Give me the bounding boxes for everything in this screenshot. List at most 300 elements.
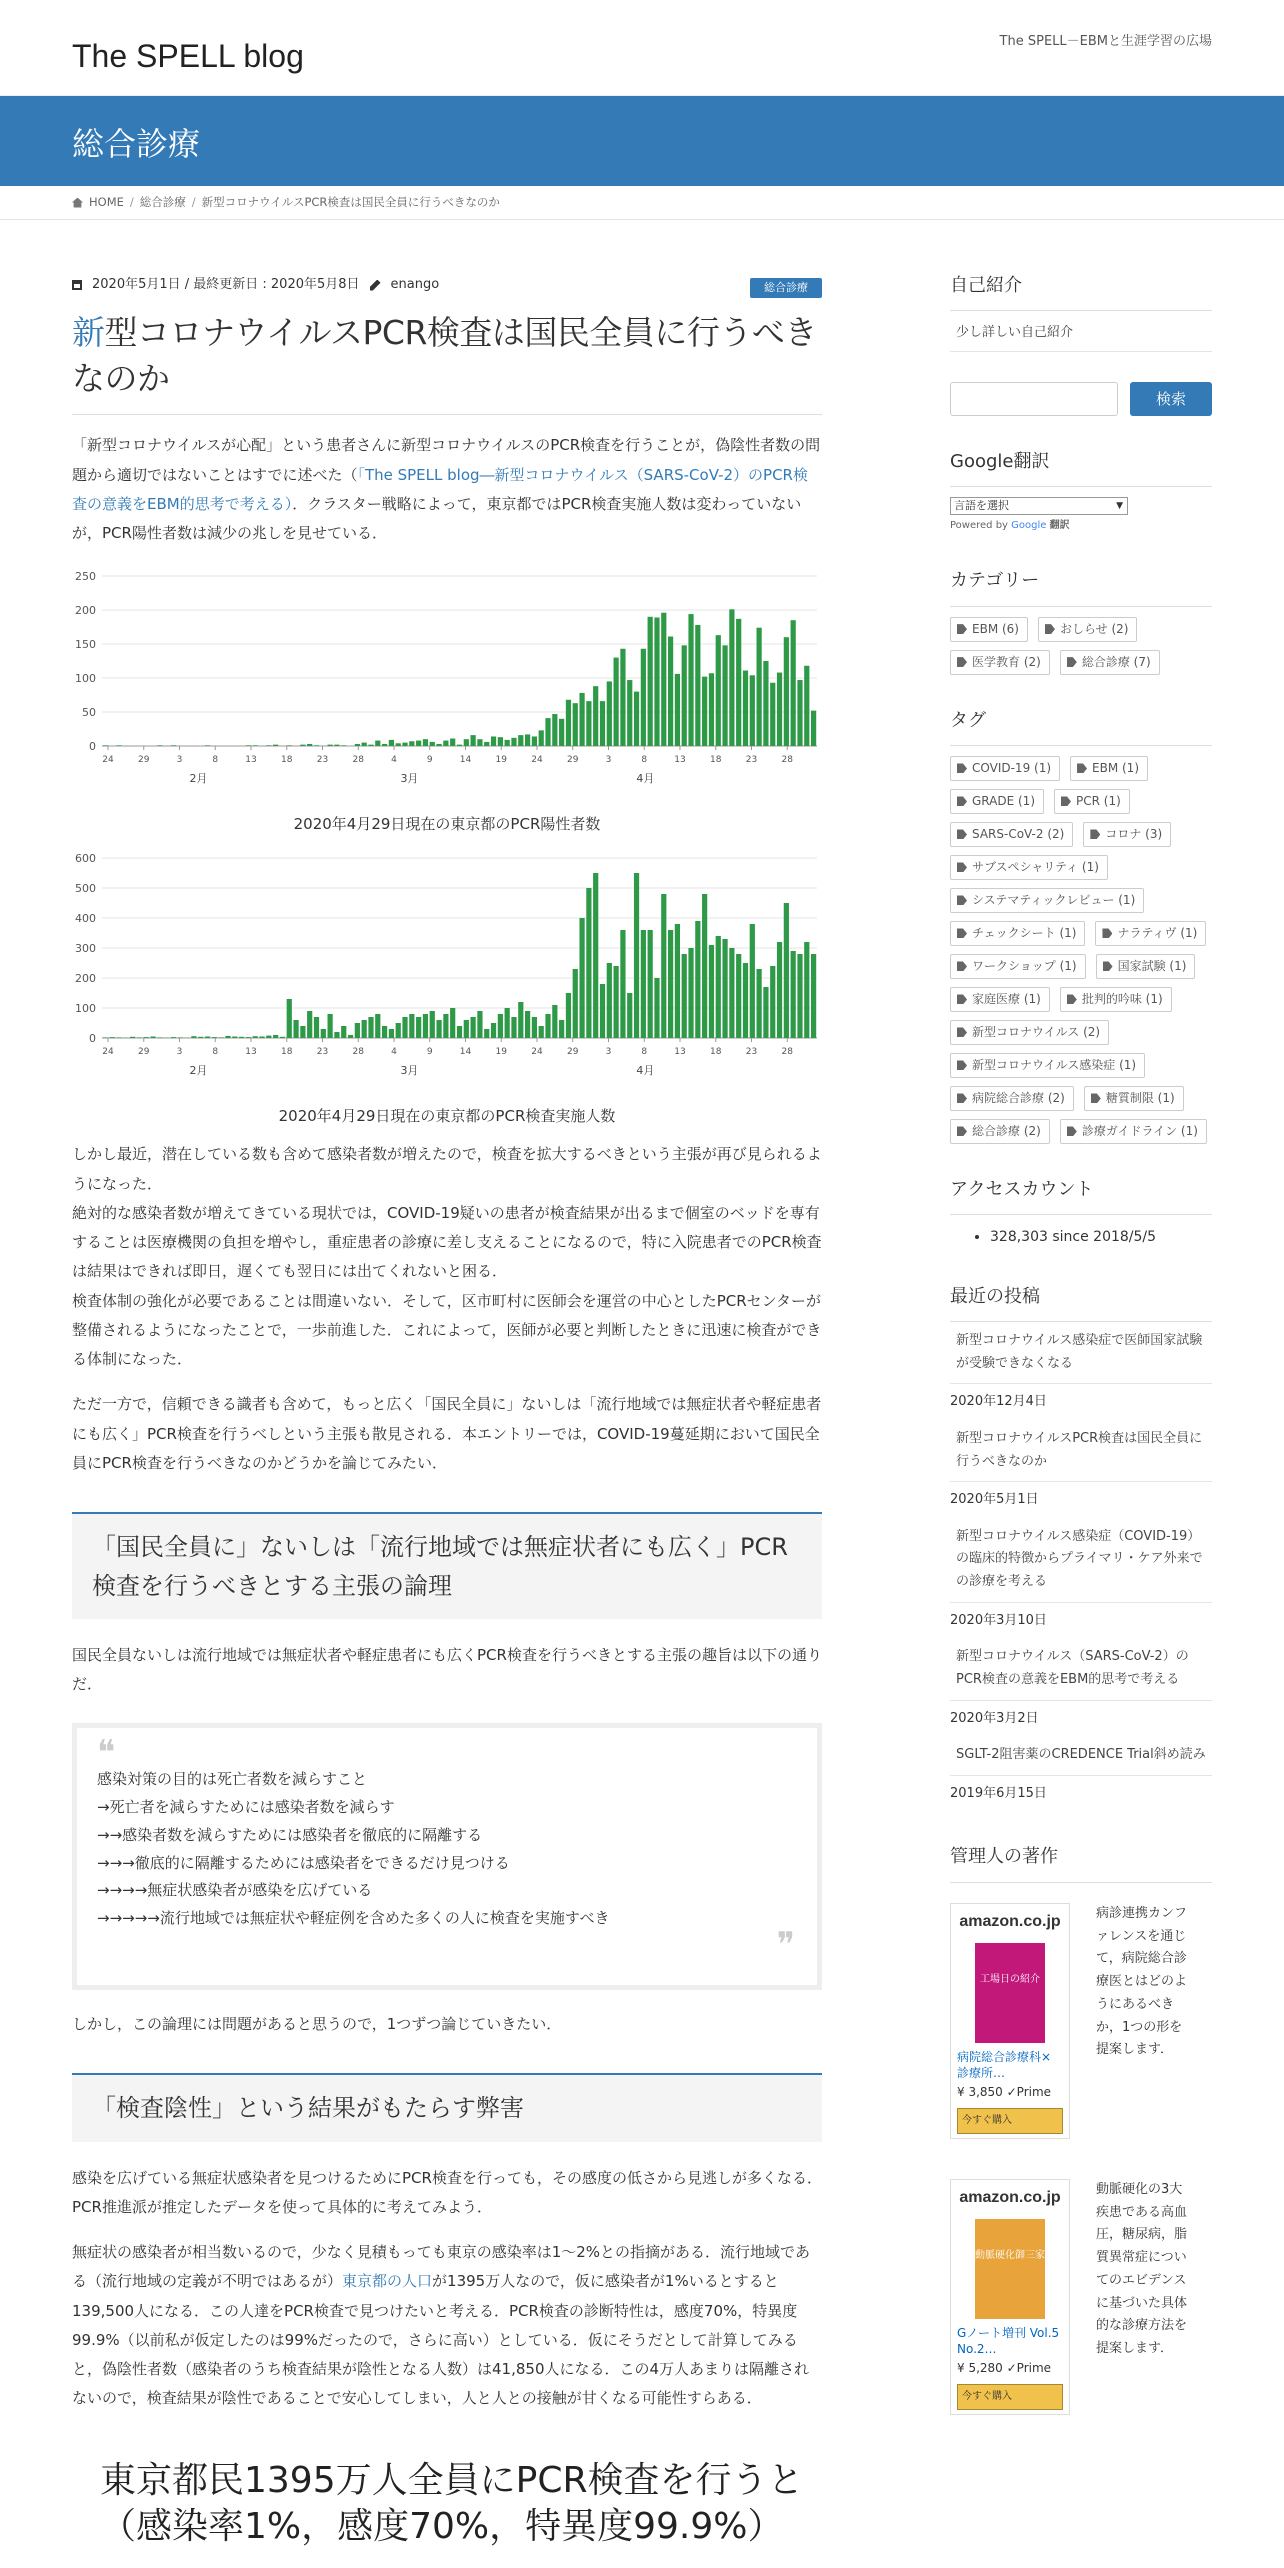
bar — [770, 683, 775, 746]
y-tick-label: 0 — [89, 740, 96, 754]
bar — [246, 746, 251, 747]
bar — [423, 1014, 428, 1038]
tag-icon — [1103, 961, 1113, 971]
bar — [307, 1011, 312, 1038]
tests-chart — [72, 848, 822, 1130]
recent-post-date: 2020年3月2日 — [950, 1710, 1039, 1726]
bar — [402, 1017, 407, 1038]
bar — [729, 610, 734, 747]
tag-item[interactable] — [1083, 822, 1171, 847]
bar — [607, 963, 612, 1038]
tag-label: GRADE (1) — [972, 793, 1035, 808]
recent-posts-widget — [950, 1281, 1212, 1812]
x-tick-label: 28 — [352, 1047, 364, 1058]
tag-label: 新型コロナウイルス (2) — [972, 1024, 1101, 1039]
recent-post-link[interactable]: 新型コロナウイルス感染症（COVID-19）の臨床的特徴からプライマリ・ケア外来での診療を考える — [950, 1518, 1212, 1603]
large-heading-image-text: 東京都民1395万人全員にPCR検査を行うと（感染率1%，感度70%，特異度99.9%） — [100, 2459, 804, 2548]
bar — [682, 954, 687, 1038]
buy-now-button[interactable]: 今すぐ購入 — [957, 2384, 1063, 2410]
bar — [634, 873, 639, 1038]
books-title: 管理人の著作 — [950, 1841, 1212, 1882]
category-item[interactable] — [1038, 617, 1137, 642]
bar — [545, 718, 550, 746]
x-tick-label: 23 — [745, 1047, 758, 1058]
bar — [355, 744, 360, 746]
books-widget — [950, 1841, 1212, 2414]
tag-icon — [1045, 624, 1055, 634]
bar — [804, 942, 809, 1038]
bar — [198, 1037, 203, 1038]
breadcrumb-separator: / — [129, 195, 134, 210]
bar — [321, 1029, 326, 1038]
x-tick-label: 19 — [495, 1047, 507, 1058]
open-quote-icon: ❝ — [97, 1733, 116, 1774]
category-title: カテゴリー — [950, 565, 1212, 606]
y-tick-label: 50 — [82, 706, 96, 720]
bar — [648, 617, 653, 746]
book-list — [950, 1903, 1212, 2415]
quote-line: 感染対策の目的は死亡者数を減らすこと — [97, 1770, 368, 1789]
paragraph-text: しかし最近，潜在している数も含めて感染者数が増えたので，検査を拡大するべきという主張が再び見られるようになった． — [72, 1145, 822, 1193]
x-tick-label: 29 — [567, 755, 579, 766]
chart-caption-positive: 2020年4月29日現在の東京都のPCR陽性者数 — [293, 815, 601, 834]
bar — [191, 1037, 196, 1039]
bar — [423, 740, 428, 747]
bar — [402, 743, 407, 746]
search-widget — [950, 382, 1212, 416]
site-tagline: The SPELL－EBMと生涯学習の広場 — [999, 34, 1212, 49]
tag-label: 病院総合診療 (2) — [972, 1090, 1065, 1105]
bar — [157, 1038, 162, 1039]
month-label: 2月 — [189, 772, 208, 786]
bar — [505, 1008, 510, 1038]
post-date: 2020年5月1日 / 最終更新日 : 2020年5月8日 — [92, 277, 360, 293]
bar — [709, 945, 714, 1038]
bar — [600, 701, 605, 746]
tag-icon — [1090, 829, 1100, 839]
bar — [511, 738, 516, 746]
tag-icon — [1067, 657, 1077, 667]
bar — [266, 746, 271, 747]
tag-icon — [957, 829, 967, 839]
bar — [804, 666, 809, 746]
breadcrumb-home[interactable]: HOME — [89, 195, 124, 210]
y-tick-label: 200 — [75, 604, 96, 618]
tag-icon — [957, 1060, 967, 1070]
bar — [784, 903, 789, 1038]
tag-label: 総合診療 (7) — [1081, 654, 1151, 669]
breadcrumb — [0, 186, 1284, 220]
bar — [593, 873, 598, 1038]
bar — [150, 1037, 155, 1039]
bar — [518, 1002, 523, 1038]
y-tick-label: 600 — [75, 852, 96, 866]
bar — [287, 746, 292, 747]
bar — [464, 1020, 469, 1038]
bar — [559, 1020, 564, 1038]
bar — [729, 948, 734, 1038]
x-tick-label: 3 — [176, 755, 183, 766]
bar — [368, 1017, 373, 1038]
bar — [253, 746, 258, 747]
tag-label: ワークショップ (1) — [972, 958, 1077, 973]
bar — [171, 746, 176, 747]
x-tick-label: 24 — [531, 1047, 543, 1058]
category-widget — [950, 565, 1212, 674]
post-title-rest: 型コロナウイルスPCR検査は国民全員に行うべきなのか — [72, 313, 817, 399]
recent-post-link[interactable]: 新型コロナウイルス感染症で医師国家試験が受験できなくなる — [950, 1322, 1212, 1385]
tag-item[interactable] — [950, 921, 1085, 946]
y-tick-label: 150 — [75, 638, 96, 652]
tag-icon — [1077, 763, 1087, 773]
bar — [314, 746, 319, 747]
x-tick-label: 24 — [102, 1047, 114, 1058]
category-item[interactable] — [950, 617, 1028, 642]
blockquote — [72, 1723, 822, 1990]
bar — [750, 924, 755, 1038]
bar — [457, 1026, 462, 1038]
bar — [722, 939, 727, 1038]
tests-chart-svg — [72, 848, 822, 1088]
buy-now-button[interactable]: 今すぐ購入 — [957, 2108, 1063, 2134]
bar — [219, 1038, 224, 1039]
y-tick-label: 100 — [75, 672, 96, 686]
tag-item[interactable] — [950, 789, 1044, 814]
bar — [695, 921, 700, 1038]
tag-label: ナラティヴ (1) — [1117, 925, 1198, 940]
quote-line: →→→徹底的に隔離するためには感染者をできるだけ見つける — [97, 1853, 510, 1872]
tag-item[interactable] — [950, 822, 1073, 847]
x-tick-label: 18 — [281, 1047, 293, 1058]
bar — [232, 1037, 237, 1039]
tag-label: 診療ガイドライン (1) — [1081, 1123, 1198, 1138]
x-tick-label: 18 — [710, 755, 722, 766]
bar — [436, 1020, 441, 1038]
bar — [498, 1014, 503, 1038]
tag-item[interactable] — [1096, 954, 1196, 979]
tag-icon — [1102, 928, 1112, 938]
tag-label: 総合診療 (2) — [972, 1123, 1041, 1138]
category-item[interactable] — [950, 650, 1050, 675]
bar — [430, 1011, 435, 1038]
x-tick-label: 14 — [459, 1047, 472, 1058]
recent-posts-list — [950, 1322, 1212, 1811]
bar — [239, 1037, 244, 1038]
bar — [579, 918, 584, 1038]
tag-icon — [1067, 994, 1077, 1004]
bar — [307, 744, 312, 746]
bar — [273, 745, 278, 746]
bar — [144, 1037, 149, 1038]
book-cover: 動脈硬化御三家 — [975, 2219, 1045, 2319]
bar — [532, 1017, 537, 1038]
recent-post-link[interactable]: SGLT-2阻害薬のCREDENCE Trial斜め読み — [950, 1736, 1212, 1776]
section-heading: 「検査陰性」という結果がもたらす弊害 — [72, 2073, 822, 2141]
close-quote-icon: ❞ — [776, 1925, 795, 1966]
bar — [464, 740, 469, 747]
quote-line: →死亡者を減らすためには感染者数を減らす — [97, 1798, 395, 1817]
bar — [539, 1026, 544, 1038]
pencil-icon — [370, 280, 381, 291]
tag-icon — [957, 928, 967, 938]
month-label: 2月 — [189, 1064, 208, 1078]
language-select-value: 言語を選択 — [954, 499, 1009, 513]
bar — [566, 700, 571, 746]
bar — [443, 741, 448, 746]
tag-label: コロナ (3) — [1105, 826, 1163, 841]
tag-item[interactable] — [950, 1053, 1145, 1078]
quote-line: →→感染者数を減らすためには感染者を徹底的に隔離する — [97, 1825, 483, 1844]
bar — [539, 731, 544, 747]
tag-icon — [957, 895, 967, 905]
quote-line: →→→→→流行地域では無症状や軽症例を含めた多くの人に検査を実施すべき — [97, 1909, 610, 1928]
access-count: • 328,303 since 2018/5/5 — [990, 1225, 1212, 1250]
x-tick-label: 3 — [605, 1047, 612, 1058]
paragraph — [72, 1140, 822, 1374]
breadcrumb-category[interactable]: 総合診療 — [139, 195, 186, 210]
tag-icon — [1067, 1126, 1077, 1136]
month-label: 3月 — [400, 772, 419, 786]
tag-icon — [957, 1126, 967, 1136]
bar — [525, 1011, 530, 1038]
bar — [763, 661, 768, 746]
tokyo-population-link[interactable]: 東京都の人口 — [342, 2272, 433, 2291]
bar — [566, 993, 571, 1038]
bar — [484, 1029, 489, 1038]
bar — [253, 1037, 258, 1039]
month-label: 3月 — [400, 1064, 419, 1078]
home-icon — [72, 198, 83, 208]
bar — [757, 628, 762, 746]
bar — [409, 742, 414, 747]
bar — [484, 742, 489, 746]
bar — [362, 1020, 367, 1038]
bar — [225, 1036, 230, 1038]
bar — [328, 745, 333, 746]
search-input[interactable] — [950, 382, 1118, 416]
bar — [743, 671, 748, 746]
bar — [614, 658, 619, 746]
bar — [688, 948, 693, 1038]
bar — [668, 930, 673, 1038]
x-tick-label: 18 — [710, 1047, 722, 1058]
bar — [559, 719, 564, 746]
x-tick-label: 8 — [641, 1047, 648, 1058]
bar — [273, 1035, 278, 1038]
x-tick-label: 19 — [495, 755, 507, 766]
category-item[interactable] — [1060, 650, 1160, 675]
book-cover: 工場日の紹介 — [975, 1943, 1045, 2043]
recent-post-date: 2020年5月1日 — [950, 1492, 1039, 1508]
bar — [246, 1037, 251, 1038]
x-tick-label: 23 — [745, 755, 758, 766]
x-tick-label: 13 — [674, 1047, 686, 1058]
category-band — [0, 96, 1284, 186]
tag-label: サブスペシャリティ (1) — [972, 859, 1099, 874]
bar — [736, 619, 741, 746]
tag-icon — [957, 763, 967, 773]
tag-item[interactable] — [950, 987, 1050, 1012]
bar — [702, 677, 707, 746]
x-tick-label: 24 — [102, 755, 114, 766]
x-tick-label: 29 — [138, 1047, 150, 1058]
x-tick-label: 13 — [674, 755, 686, 766]
bar — [212, 1037, 217, 1038]
post-title — [72, 310, 822, 415]
bar — [293, 1020, 298, 1038]
bar — [137, 1038, 142, 1039]
paragraph-text: が1395万人なので，仮に感染者が1%いるとすると139,500人になる．この人達をPCR検査で見つけたいと考える．PCR検査の診断特性は，感度70%，特異度99.9%（以前私が仮定したのは99%だったので，さらに高い）としている．仮にそうだとして計算してみると，偽陰性者数（感染者のうち検査結果が陰性となる人数）は41,850人になる．この4万人あまりは隔離されないので，検査結果が陰性であることで安心してしまい，人と人との接触が甘くなる可能性すらある． — [72, 2272, 810, 2408]
tag-item[interactable] — [950, 1119, 1050, 1144]
x-tick-label: 3 — [176, 1047, 183, 1058]
recent-post-link[interactable]: 新型コロナウイルス（SARS-CoV-2）のPCR検査の意義をEBM的思考で考える — [950, 1638, 1212, 1701]
bar — [443, 1014, 448, 1038]
bar — [450, 1008, 455, 1038]
y-tick-label: 200 — [75, 972, 96, 986]
bar — [362, 743, 367, 746]
amazon-widget[interactable] — [950, 1903, 1070, 2139]
bar — [525, 735, 530, 747]
translate-title: Google翻訳 — [950, 446, 1212, 487]
category-badge[interactable]: 総合診療 — [750, 278, 822, 298]
bar — [382, 1026, 387, 1038]
paragraph-text: 検査体制の強化が必要であることは間違いない．そして，区市町村に医師会を運営の中心としたPCRセンターが整備されるようになったことで，一歩前進した．これによって，医師が必要と判断したときに迅速に検査ができる体制になった． — [72, 1291, 822, 1369]
positive-cases-chart-svg — [72, 566, 822, 796]
bar — [716, 636, 721, 747]
book-item — [950, 2179, 1212, 2415]
bar — [620, 649, 625, 746]
bar — [757, 969, 762, 1038]
tag-icon — [957, 994, 967, 1004]
tag-item[interactable] — [1060, 987, 1172, 1012]
bar — [532, 737, 537, 747]
tag-item[interactable] — [950, 888, 1144, 913]
tag-item[interactable] — [1084, 1086, 1184, 1111]
tag-label: 国家試験 (1) — [1117, 958, 1187, 973]
intro-link[interactable]: 「The SPELL blog―新型コロナウイルス（SARS-CoV-2）のPCR検査の意義をEBM的思考で考える） — [72, 465, 808, 513]
bar — [579, 693, 584, 746]
bar — [797, 954, 802, 1038]
chevron-down-icon: ▼ — [1116, 501, 1123, 512]
bar — [675, 674, 680, 746]
tag-widget — [950, 705, 1212, 1144]
bar — [389, 740, 394, 746]
bar — [157, 746, 162, 747]
x-tick-label: 24 — [531, 755, 543, 766]
language-select[interactable] — [950, 497, 1128, 515]
tag-label: COVID-19 (1) — [972, 760, 1052, 775]
tag-item[interactable] — [950, 1020, 1109, 1045]
bar — [287, 999, 292, 1038]
bar — [675, 924, 680, 1038]
tag-item[interactable] — [950, 954, 1086, 979]
bar — [416, 741, 421, 746]
bar — [396, 744, 401, 747]
bar — [620, 930, 625, 1038]
book-name: Gノート増刊 Vol.5 No.2… — [957, 2325, 1060, 2357]
x-tick-label: 9 — [426, 1047, 433, 1058]
y-tick-label: 400 — [75, 912, 96, 926]
bar — [593, 687, 598, 747]
bar — [280, 1037, 285, 1038]
bar — [791, 621, 796, 747]
bar — [552, 714, 557, 746]
x-tick-label: 4 — [391, 755, 397, 766]
paragraph-text: 絶対的な感染者数が増えてきている現状では，COVID-19疑いの患者が検査結果が出るまで個室のベッドを専有することは医療機関の負担を増やし，重症患者の診療に差し支えることになるので，特に入院患者でのPCR検査は結果はできれば即日，遅くても翌日には出てくれないと困る． — [72, 1203, 822, 1281]
bar — [784, 638, 789, 747]
tag-icon — [957, 1027, 967, 1037]
bar — [654, 978, 659, 1038]
tag-label: SARS-CoV-2 (2) — [972, 826, 1065, 841]
category-band-title: 総合診療 — [72, 125, 201, 163]
bar — [791, 951, 796, 1038]
book-price: ¥ 3,850 ✓Prime — [957, 2085, 1052, 2100]
tag-item[interactable] — [950, 855, 1108, 880]
site-title-link[interactable]: The SPELL blog — [72, 38, 304, 74]
tag-item[interactable] — [950, 756, 1060, 781]
bar — [777, 673, 782, 746]
paragraph: しかし，この論理には問題があると思うので，1つずつ論じていきたい． — [72, 2014, 562, 2033]
bar — [457, 745, 462, 746]
bar — [682, 646, 687, 747]
tag-item[interactable] — [1070, 756, 1148, 781]
x-tick-label: 29 — [138, 755, 150, 766]
breadcrumb-current: 新型コロナウイルスPCR検査は国民全員に行うべきなのか — [201, 195, 500, 210]
bar — [641, 649, 646, 746]
bar — [498, 738, 503, 747]
x-tick-label: 4 — [391, 1047, 397, 1058]
translate-powered-label: Powered by — [950, 520, 1008, 532]
bar — [518, 735, 523, 746]
bar — [607, 682, 612, 747]
book-name: 病院総合診療科×診療所… — [957, 2049, 1052, 2081]
bar — [300, 745, 305, 746]
x-tick-label: 8 — [212, 1047, 219, 1058]
bar — [368, 745, 373, 746]
bar — [627, 993, 632, 1038]
about-link[interactable]: 少し詳しい自己紹介 — [950, 321, 1212, 351]
x-tick-label: 28 — [352, 755, 364, 766]
bar — [389, 1029, 394, 1038]
tag-item[interactable] — [950, 1086, 1074, 1111]
post-author[interactable]: enango — [390, 277, 440, 293]
category-list — [950, 617, 1212, 675]
post-title-first-char: 新 — [72, 313, 105, 352]
bar — [205, 746, 210, 747]
about-widget — [950, 270, 1212, 352]
paragraph: 感染を広げている無症状感染者を見つけるためにPCR検査を行っても，その感度の低さから見逃しが多くなる．PCR推進派が推定したデータを使って具体的に考えてみよう． — [72, 2168, 822, 2216]
book-item — [950, 1903, 1212, 2139]
tag-item[interactable] — [1054, 789, 1130, 814]
bar — [491, 1023, 496, 1038]
google-logo: Google — [1011, 520, 1047, 532]
bar — [477, 1011, 482, 1038]
bar — [573, 969, 578, 1038]
tag-item[interactable] — [1060, 1119, 1207, 1144]
bar — [116, 1038, 121, 1039]
tag-icon — [957, 657, 967, 667]
bar — [811, 711, 816, 746]
tag-item[interactable] — [1095, 921, 1206, 946]
amazon-widget[interactable] — [950, 2179, 1070, 2415]
search-button[interactable]: 検索 — [1130, 382, 1212, 416]
recent-post-link[interactable]: 新型コロナウイルスPCR検査は国民全員に行うべきなのか — [950, 1420, 1212, 1483]
y-tick-label: 100 — [75, 1002, 96, 1016]
bar — [178, 1038, 183, 1039]
bar — [266, 1036, 271, 1038]
bar — [416, 1017, 421, 1038]
positive-cases-chart — [72, 566, 822, 838]
